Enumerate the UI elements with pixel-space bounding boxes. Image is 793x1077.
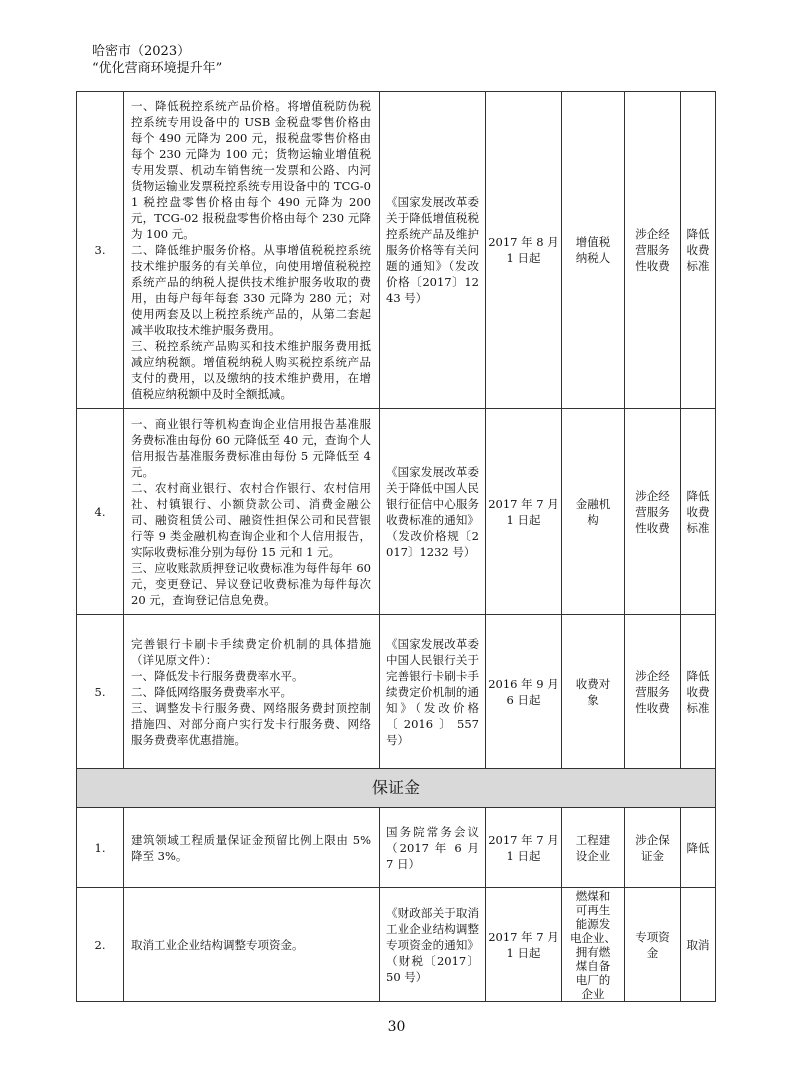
measure-kind: 降低 收费 标准 (681, 92, 716, 409)
measure-kind: 降低 收费 标准 (681, 615, 716, 769)
measure-kind: 降低 收费 标准 (681, 409, 716, 615)
section-row (77, 769, 716, 808)
row-number: 1. (77, 808, 124, 888)
effective-date: 2017 年 7 月 1 日起 (486, 409, 562, 615)
table-row (77, 888, 716, 1002)
row-number: 2. (77, 888, 124, 1002)
table-row (77, 615, 716, 769)
measure-content: 完善银行卡刷卡手续费定价机制的具体措施（详见原文件）： 一、降低发卡行服务费费率水平。 二、降低网络服务费费率水平。 三、调整发卡行服务费、网络服务费封顶控制措施四、对部分商户实行发卡行服务费、网络服务费费率优惠措施。 (124, 615, 380, 769)
header-line-1: 哈密市（2023） (92, 44, 191, 59)
measure-content: 一、商业银行等机构查询企业信用报告基准服务费标准由每份 60 元降低至 40 元，查询个人信用报告基准服务费标准由每份 5 元降低至 4 元。 二、农村商业银行、农村合作银行、农村信用社、村镇银行、小额贷款公司、消费金融公司、融资租赁公司、融资性担保公司和民营银行等 9 类金融机构查询企业和个人信用报告，实际收费标准分别为每份 15 元和 1 元。 三、应收账款质押登记收费标准为每件每年 60 元，变更登记、异议登记收费标准为每件每次 20 元，查询登记信息免费。 (124, 409, 380, 615)
fee-type: 涉企经 营服务 性收费 (625, 92, 681, 409)
policy-basis: 《国家发展改革委 中国人民银行关于完善银行卡刷卡手续费定价机制的通知》（发改价格〔2016〕557 号） (380, 615, 486, 769)
policy-basis: 《国家发展改革委关于降低中国人民银行征信中心服务收费标准的通知》（发改价格规〔2017〕1232 号） (380, 409, 486, 615)
fee-type: 专项资 金 (625, 888, 681, 1002)
table-row (77, 92, 716, 409)
fee-type: 涉企保 证金 (625, 808, 681, 888)
policy-basis: 《财政部关于取消工业企业结构调整专项资金的通知》（财税〔2017〕50 号） (380, 888, 486, 1002)
measure-content: 取消工业企业结构调整专项资金。 (124, 888, 380, 1002)
page-number: 30 (387, 1019, 406, 1035)
row-number: 4. (77, 409, 124, 615)
policy-table (76, 91, 716, 1002)
target-object: 收费对 象 (562, 615, 625, 769)
table-row (77, 808, 716, 888)
fee-type: 涉企经 营服务 性收费 (625, 615, 681, 769)
row-number: 5. (77, 615, 124, 769)
row-number: 3. (77, 92, 124, 409)
effective-date: 2017 年 8 月 1 日起 (486, 92, 562, 409)
fee-type: 涉企经 营服务 性收费 (625, 409, 681, 615)
target-object: 工程建 设企业 (562, 808, 625, 888)
measure-content: 一、降低税控系统产品价格。将增值税防伪税控系统专用设备中的 USB 金税盘零售价格由每个 490 元降为 200 元，报税盘零售价格由每个 230 元降为 100 元；货物运输业增值税专用发票、机动车销售统一发票和公路、内河货物运输业发票税控系统专用设备中的 TCG-01 税控盘零售价格由每个 490 元降为 200 元，TCG-02 报税盘零售价格由每个 230 元降为 100 元。 二、降低维护服务价格。从事增值税税控系统技术维护服务的有关单位，向使用增值税税控系统产品的纳税人提供技术维护服务收取的费用，由每户每年每套 330 元降为 280 元；对使用两套及以上税控系统产品的，从第二套起减半收取技术维护服务费用。 三、税控系统产品购买和技术维护服务费用抵减应纳税额。增值税纳税人购买税控系统产品支付的费用，以及缴纳的技术维护费用，在增值税应纳税额中及时全额抵减。 (124, 92, 380, 409)
effective-date: 2017 年 7 月 1 日起 (486, 888, 562, 1002)
section-title: 保证金 (77, 769, 716, 808)
header-line-2: “优化营商环境提升年” (92, 61, 223, 76)
effective-date: 2016 年 9 月 6 日起 (486, 615, 562, 769)
measure-kind: 降低 (681, 808, 716, 888)
effective-date: 2017 年 7 月 1 日起 (486, 808, 562, 888)
target-object: 燃煤和 可再生 能源发 电企业、 拥有燃 煤自备 电厂的 企业 (562, 888, 625, 1002)
target-object: 金融机 构 (562, 409, 625, 615)
table-row (77, 409, 716, 615)
measure-kind: 取消 (681, 888, 716, 1002)
policy-basis: 国务院常务会议（2017 年 6 月 7 日） (380, 808, 486, 888)
target-object: 增值税 纳税人 (562, 92, 625, 409)
measure-content: 建筑领域工程质量保证金预留比例上限由 5%降至 3%。 (124, 808, 380, 888)
policy-basis: 《国家发展改革委关于降低增值税税控系统产品及维护服务价格等有关问题的通知》（发改价格〔2017〕1243 号） (380, 92, 486, 409)
